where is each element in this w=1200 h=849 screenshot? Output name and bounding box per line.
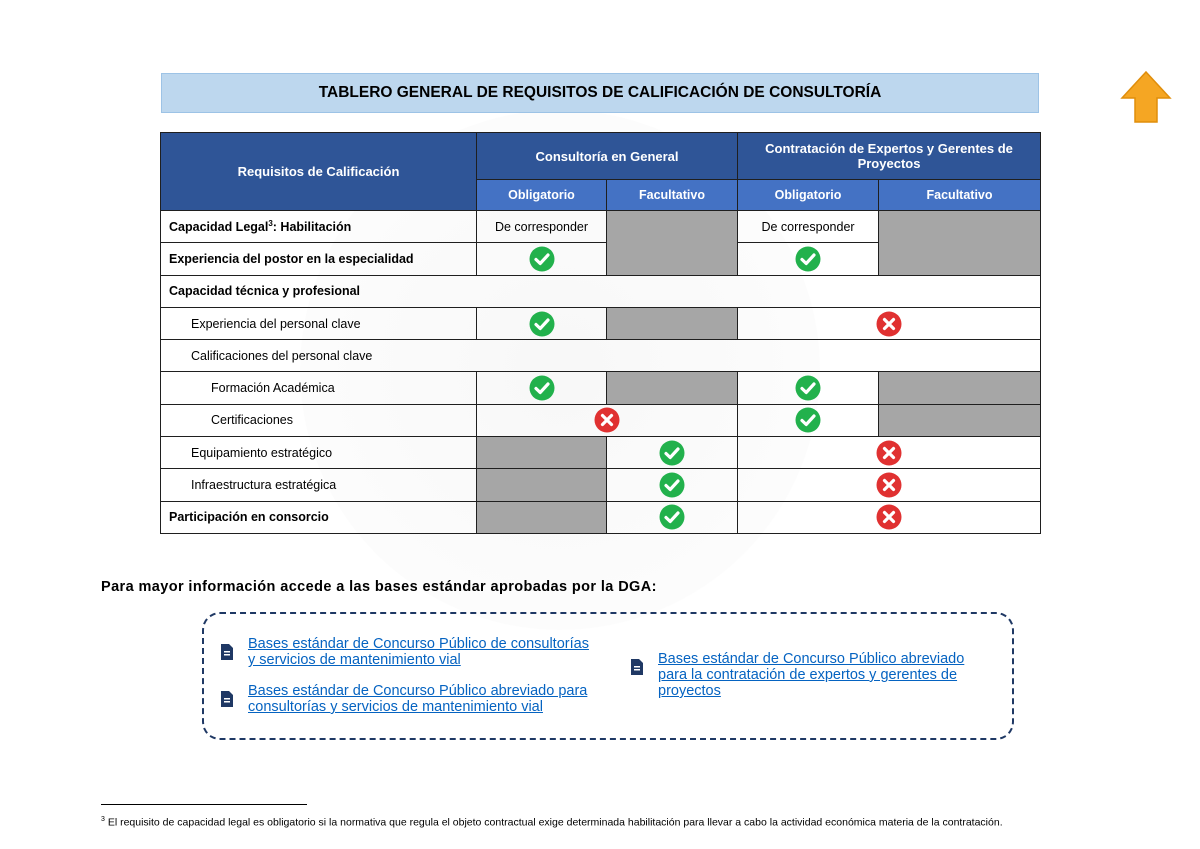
cell-text: De corresponder <box>738 211 879 243</box>
row-label: Capacidad Legal$^3$: Habilitación <box>161 211 477 243</box>
link-item <box>220 683 587 715</box>
cell-check <box>607 501 738 533</box>
cell-not-applicable <box>607 372 738 404</box>
cross-icon <box>594 407 620 433</box>
cell-cross <box>738 501 1041 533</box>
footnote: $^3$ El requisito de capacidad legal es obligatorio si la normativa que regula el objeto contractual exige determinada habilitación para llevar a cabo la actividad económica materia de la contratación. <box>101 816 1003 829</box>
cell-check <box>738 372 879 404</box>
check-icon <box>529 375 555 401</box>
table-row <box>161 307 1041 339</box>
row-label: Formación Académica <box>161 372 477 404</box>
table-row <box>161 404 1041 436</box>
check-icon <box>659 440 685 466</box>
subheader-obligatorio: Obligatorio <box>477 180 607 211</box>
cell-cross <box>477 404 738 436</box>
check-icon <box>795 375 821 401</box>
cross-icon <box>876 472 902 498</box>
requirements-table <box>160 132 1041 534</box>
cell-check <box>738 404 879 436</box>
table-row <box>161 469 1041 501</box>
links-panel <box>202 612 1014 740</box>
table-row <box>161 211 1041 243</box>
table-row <box>161 372 1041 404</box>
cell-check <box>738 243 879 275</box>
cell-cross <box>738 469 1041 501</box>
cell-cross <box>738 437 1041 469</box>
cross-icon <box>876 311 902 337</box>
row-label: Experiencia del postor en la especialidad <box>161 243 477 275</box>
row-label: Participación en consorcio <box>161 501 477 533</box>
cell-check <box>477 243 607 275</box>
check-icon <box>529 311 555 337</box>
header-requisitos: Requisitos de Calificación <box>161 133 477 211</box>
footnote-separator <box>101 804 307 805</box>
cell-not-applicable <box>477 437 607 469</box>
subheader-facultativo: Facultativo <box>607 180 738 211</box>
cell-not-applicable <box>879 372 1041 404</box>
cell-not-applicable <box>477 469 607 501</box>
cell-not-applicable <box>477 501 607 533</box>
document-icon <box>630 659 644 675</box>
link-bases-abreviado-expertos[interactable]: Bases estándar de Concurso Público abreviado para la contratación de expertos y gerentes de proyectos <box>658 651 965 699</box>
row-label: Certificaciones <box>161 404 477 436</box>
check-icon <box>795 246 821 272</box>
link-item <box>220 636 589 668</box>
cell-check <box>477 307 607 339</box>
page-title <box>161 73 1039 113</box>
info-heading: Para mayor información accede a las bases estándar aprobadas por la DGA: <box>101 579 657 595</box>
document-icon <box>220 644 234 660</box>
subheader-obligatorio: Obligatorio <box>738 180 879 211</box>
header-expertos-gerentes: Contratación de Expertos y Gerentes de Proyectos <box>738 133 1041 180</box>
up-arrow-icon[interactable] <box>1120 70 1172 124</box>
row-label: Equipamiento estratégico <box>161 437 477 469</box>
cross-icon <box>876 440 902 466</box>
table-row <box>161 275 1041 307</box>
table-row <box>161 501 1041 533</box>
table-row <box>161 340 1041 372</box>
cell-not-applicable <box>607 307 738 339</box>
row-label: Infraestructura estratégica <box>161 469 477 501</box>
cell-not-applicable <box>879 211 1041 276</box>
cell-not-applicable <box>879 404 1041 436</box>
row-label: Capacidad técnica y profesional <box>161 275 1041 307</box>
document-icon <box>220 691 234 707</box>
table-row <box>161 437 1041 469</box>
link-item <box>630 651 964 699</box>
cell-check <box>607 437 738 469</box>
cross-icon <box>876 504 902 530</box>
row-label: Calificaciones del personal clave <box>161 340 1041 372</box>
cell-check <box>477 372 607 404</box>
check-icon <box>659 472 685 498</box>
link-bases-abreviado-consultorias[interactable]: Bases estándar de Concurso Público abreviado para consultorías y servicios de mantenimiento vial <box>248 683 588 715</box>
subheader-facultativo: Facultativo <box>879 180 1041 211</box>
check-icon <box>795 407 821 433</box>
cell-text: De corresponder <box>477 211 607 243</box>
check-icon <box>529 246 555 272</box>
check-icon <box>659 504 685 530</box>
link-bases-concurso-publico[interactable]: Bases estándar de Concurso Público de consultorías y servicios de mantenimiento vial <box>248 636 589 668</box>
page-title-text: TABLERO GENERAL DE REQUISITOS DE CALIFICACIÓN DE CONSULTORÍA <box>318 84 882 101</box>
cell-check <box>607 469 738 501</box>
cell-not-applicable <box>607 211 738 276</box>
cell-cross <box>738 307 1041 339</box>
row-label: Experiencia del personal clave <box>161 307 477 339</box>
header-consultoria-general: Consultoría en General <box>477 133 738 180</box>
